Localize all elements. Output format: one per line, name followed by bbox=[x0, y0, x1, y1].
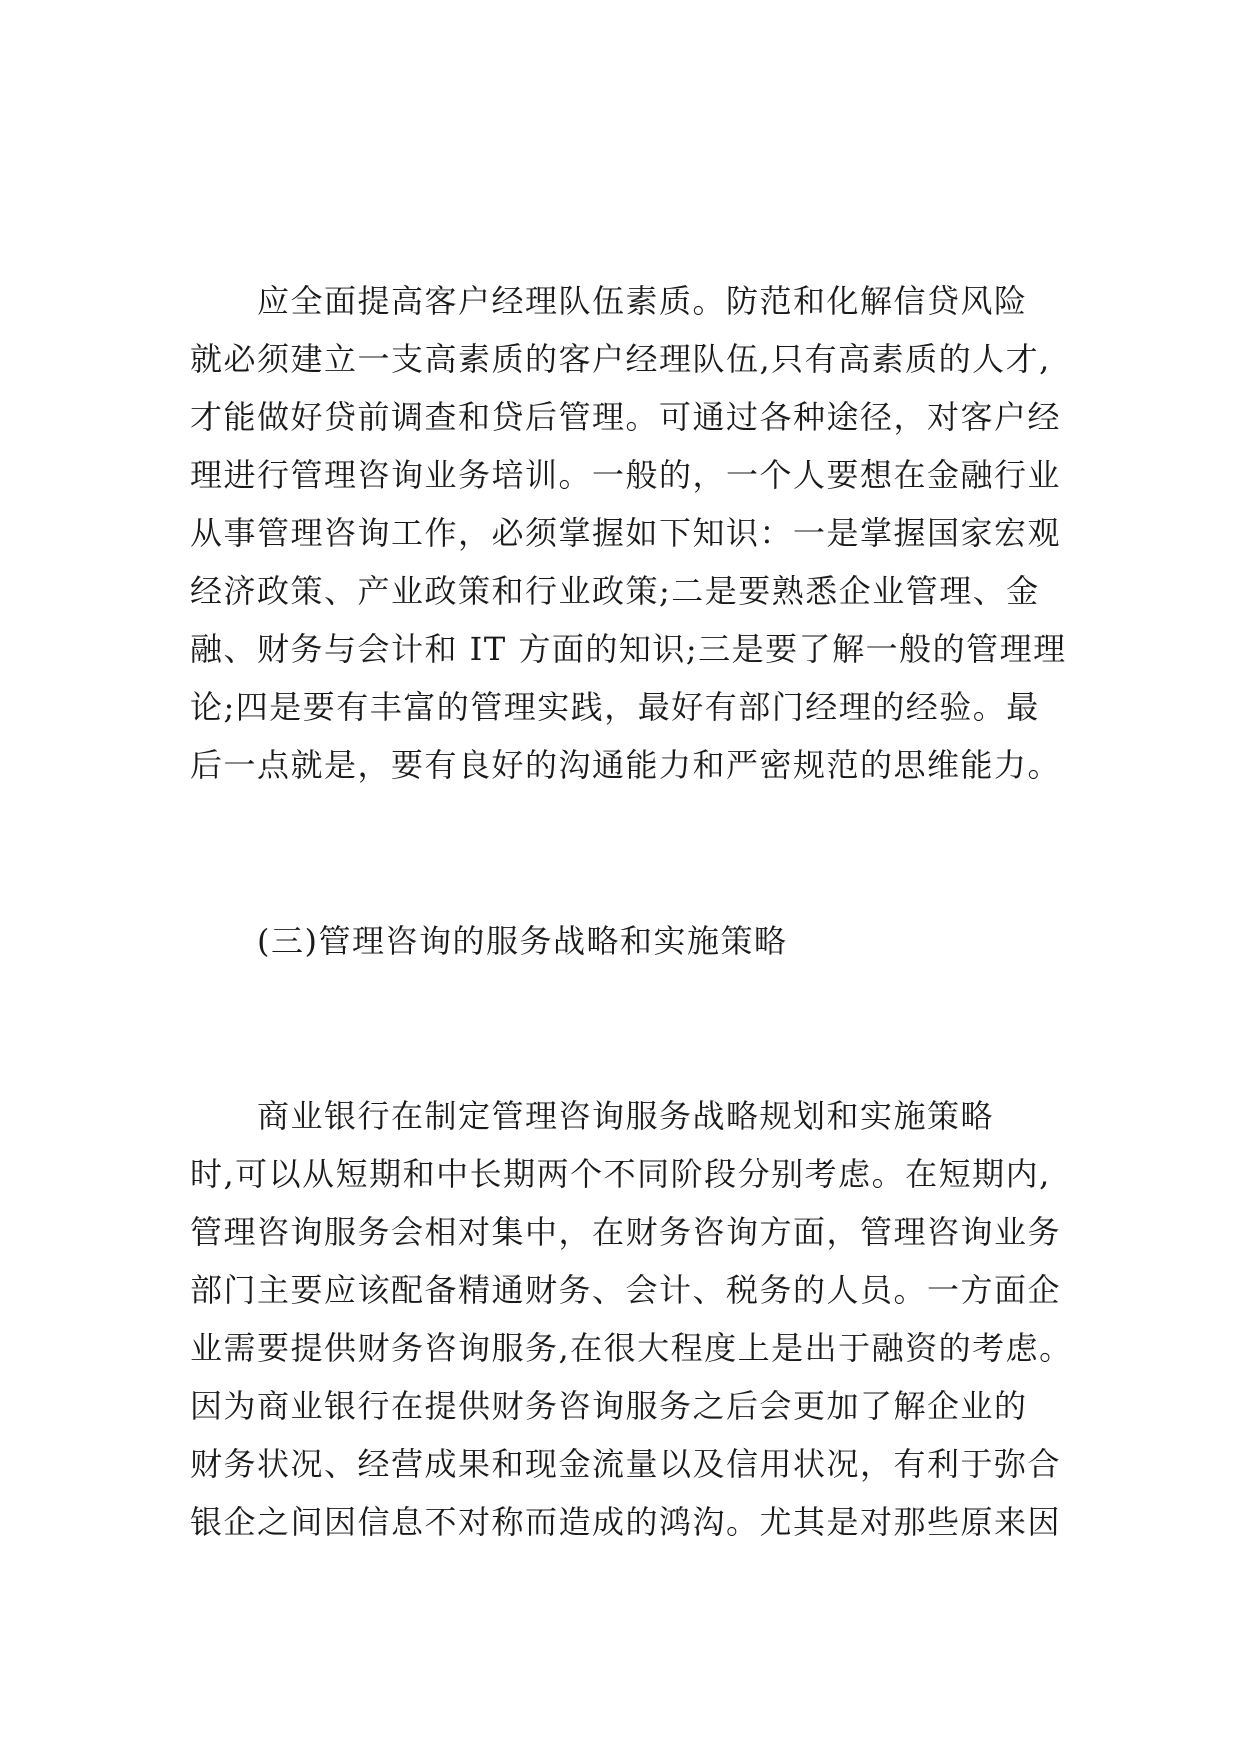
text-line: 因为商业银行在提供财务咨询服务之后会更加了解企业的 bbox=[190, 1387, 1028, 1425]
text-line: 才能做好贷前调查和贷后管理。可通过各种途径，对客户经 bbox=[190, 398, 1062, 436]
paragraph-customer-manager-quality bbox=[190, 272, 1070, 794]
heading-text: (三)管理咨询的服务战略和实施策略 bbox=[190, 922, 788, 960]
text-line: 融、财务与会计和 IT 方面的知识;三是要了解一般的管理理 bbox=[190, 630, 1067, 668]
text-line: 管理咨询服务会相对集中，在财务咨询方面，管理咨询业务 bbox=[190, 1213, 1062, 1251]
text-line: 应全面提高客户经理队伍素质。防范和化解信贷风险 bbox=[190, 282, 1028, 320]
text-line: 理进行管理咨询业务培训。一般的，一个人要想在金融行业 bbox=[190, 456, 1062, 494]
paragraph-service-strategy bbox=[190, 1087, 1073, 1551]
text-line: 论;四是要有丰富的管理实践，最好有部门经理的经验。最 bbox=[190, 688, 1040, 726]
text-line: 银企之间因信息不对称而造成的鸿沟。尤其是对那些原来因 bbox=[190, 1503, 1062, 1541]
text-line: 时,可以从短期和中长期两个不同阶段分别考虑。在短期内, bbox=[190, 1155, 1051, 1193]
text-line: 业需要提供财务咨询服务,在很大程度上是出于融资的考虑。 bbox=[190, 1329, 1073, 1367]
text-line: 就必须建立一支高素质的客户经理队伍,只有高素质的人才, bbox=[190, 340, 1051, 378]
text-line: 财务状况、经营成果和现金流量以及信用状况，有利于弥合 bbox=[190, 1445, 1062, 1483]
text-line: 经济政策、产业政策和行业政策;二是要熟悉企业管理、金 bbox=[190, 572, 1040, 610]
text-line: 部门主要应该配备精通财务、会计、税务的人员。一方面企 bbox=[190, 1271, 1062, 1309]
section-heading bbox=[190, 912, 1070, 970]
text-line: 商业银行在制定管理咨询服务战略规划和实施策略 bbox=[190, 1097, 995, 1135]
text-line: 后一点就是，要有良好的沟通能力和严密规范的思维能力。 bbox=[190, 746, 1062, 784]
text-line: 从事管理咨询工作，必须掌握如下知识：一是掌握国家宏观 bbox=[190, 514, 1062, 552]
